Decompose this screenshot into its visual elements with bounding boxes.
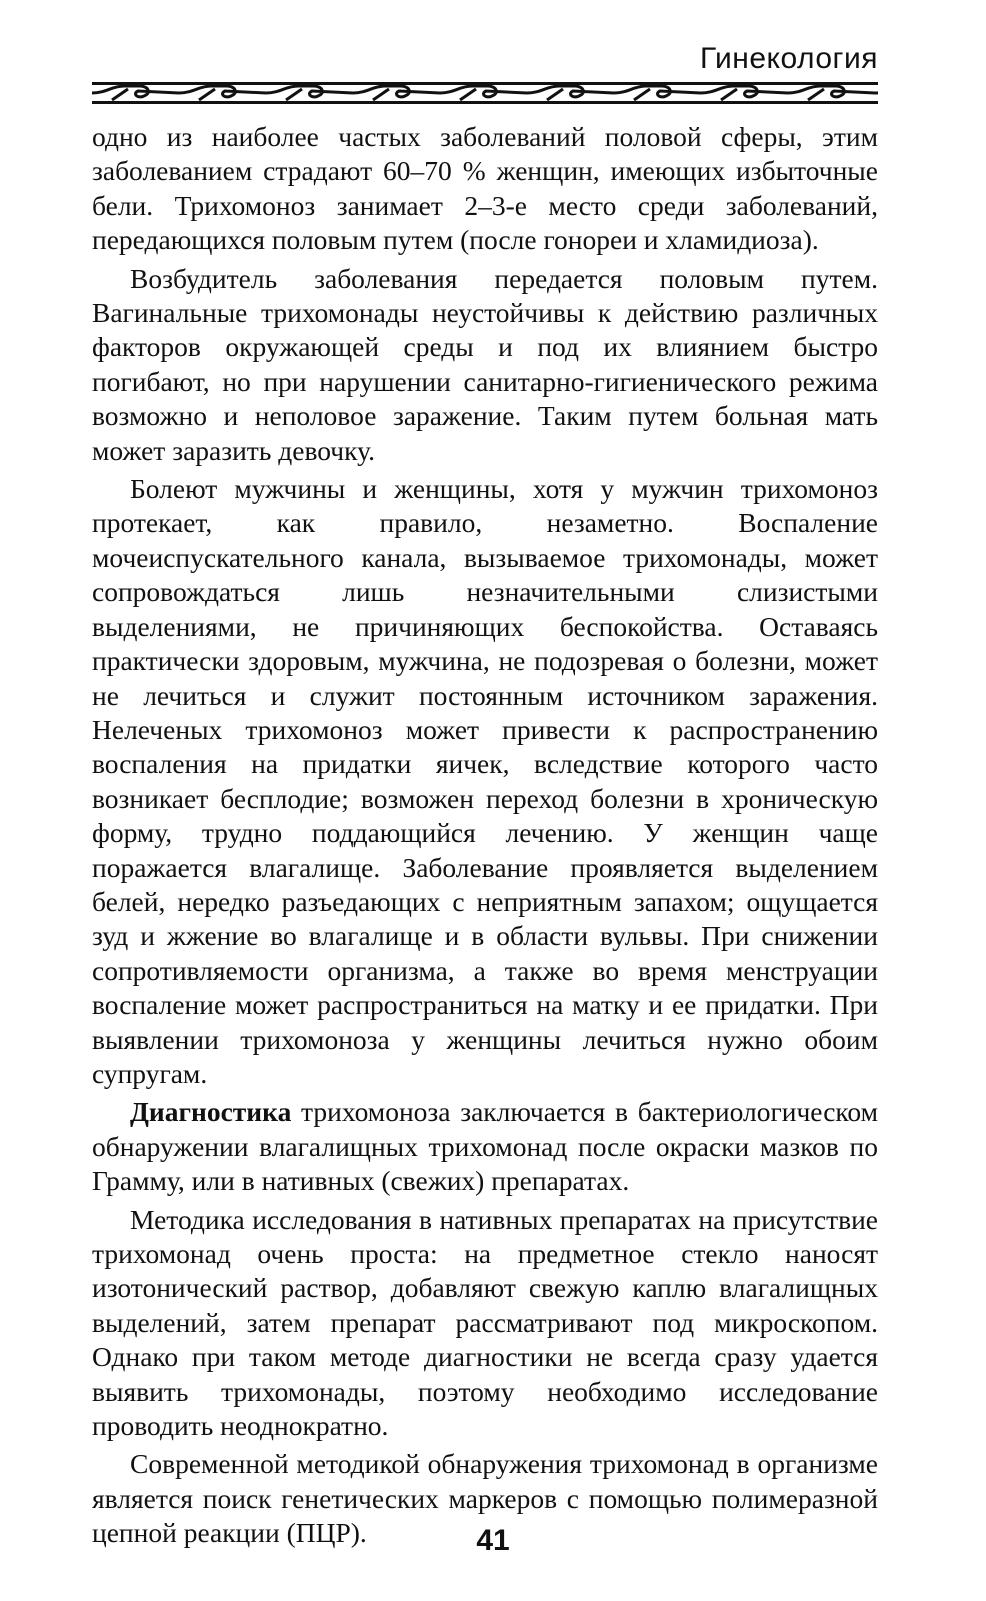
term-diagnostics: Диагностика xyxy=(130,1096,292,1128)
page-number: 41 xyxy=(476,1524,510,1557)
paragraph-1: одно из наиболее частых заболеваний половой сферы, этим заболеванием страдают 60–70 % женщин, имеющих избыточные бели. Трихомоноз занимает 2–3-е место среди заболеваний, передающихся половым путем (после гонореи и хламидиоза). xyxy=(92,121,878,256)
paragraph-5: Методика исследования в нативных препаратах на присутствие трихомонад очень проста: на предметное стекло наносят изотонический раствор, добавляют свежую каплю влагалищных выделений, затем препарат рассматривают под микроскопом. Однако при таком методе диагностики не всегда сразу удается выявить трихомонады, поэтому необходимо исследование проводить неоднократно. xyxy=(92,1203,878,1442)
running-header: Гинекология xyxy=(699,42,878,75)
paragraph-6: Современной методикой обнаружения трихомонад в организме является поиск генетических маркеров с помощью полимеразной цепной реакции (ПЦР). xyxy=(92,1448,878,1549)
paragraph-3: Болеют мужчины и женщины, хотя у мужчин трихомоноз протекает, как правило, незаметно. Воспаление мочеиспускательного канала, вызываемое трихомонады, может сопровождаться лишь незначительными слизистыми выделениями, не причиняющих беспокойства. Оставаясь практически здоровым, мужчина, не подозревая о болезни, может не лечиться и служит постоянным источником заражения. Нелеченых трихомоноз может привести к распространению воспаления на придатки яичек, вследствие которого часто возникает бесплодие; возможен переход болезни в хроническую форму, трудно поддающийся лечению. У женщин чаще поражается влагалище. Заболевание проявляется выделением белей, нередко разъедающих с неприятным запахом; ощущается зуд и жжение во влагалище и в области вульвы. При снижении сопротивляемости организма, а также во время менструации воспаление может распространиться на матку и ее придатки. При выявлении трихомоноза у женщины лечиться нужно обоим супругам. xyxy=(92,473,878,1089)
decorative-rule xyxy=(92,80,878,106)
paragraph-4 xyxy=(92,1095,878,1198)
paragraph-2: Возбудитель заболевания передается половым путем. Вагинальные трихомонады неустойчивы к действию различных факторов окружающей среды и под их влиянием быстро погибают, но при нарушении санитарно-гигиенического режима возможно и неполовое заражение. Таким путем больная мать может заразить девочку. xyxy=(92,262,878,466)
body-text xyxy=(92,120,878,1551)
paragraph-4-text: трихомоноза заключается в бактериологическом обнаружении влагалищных трихомонад после окраски мазков по Грамму, или в нативных (свежих) препаратах. xyxy=(92,1096,878,1197)
